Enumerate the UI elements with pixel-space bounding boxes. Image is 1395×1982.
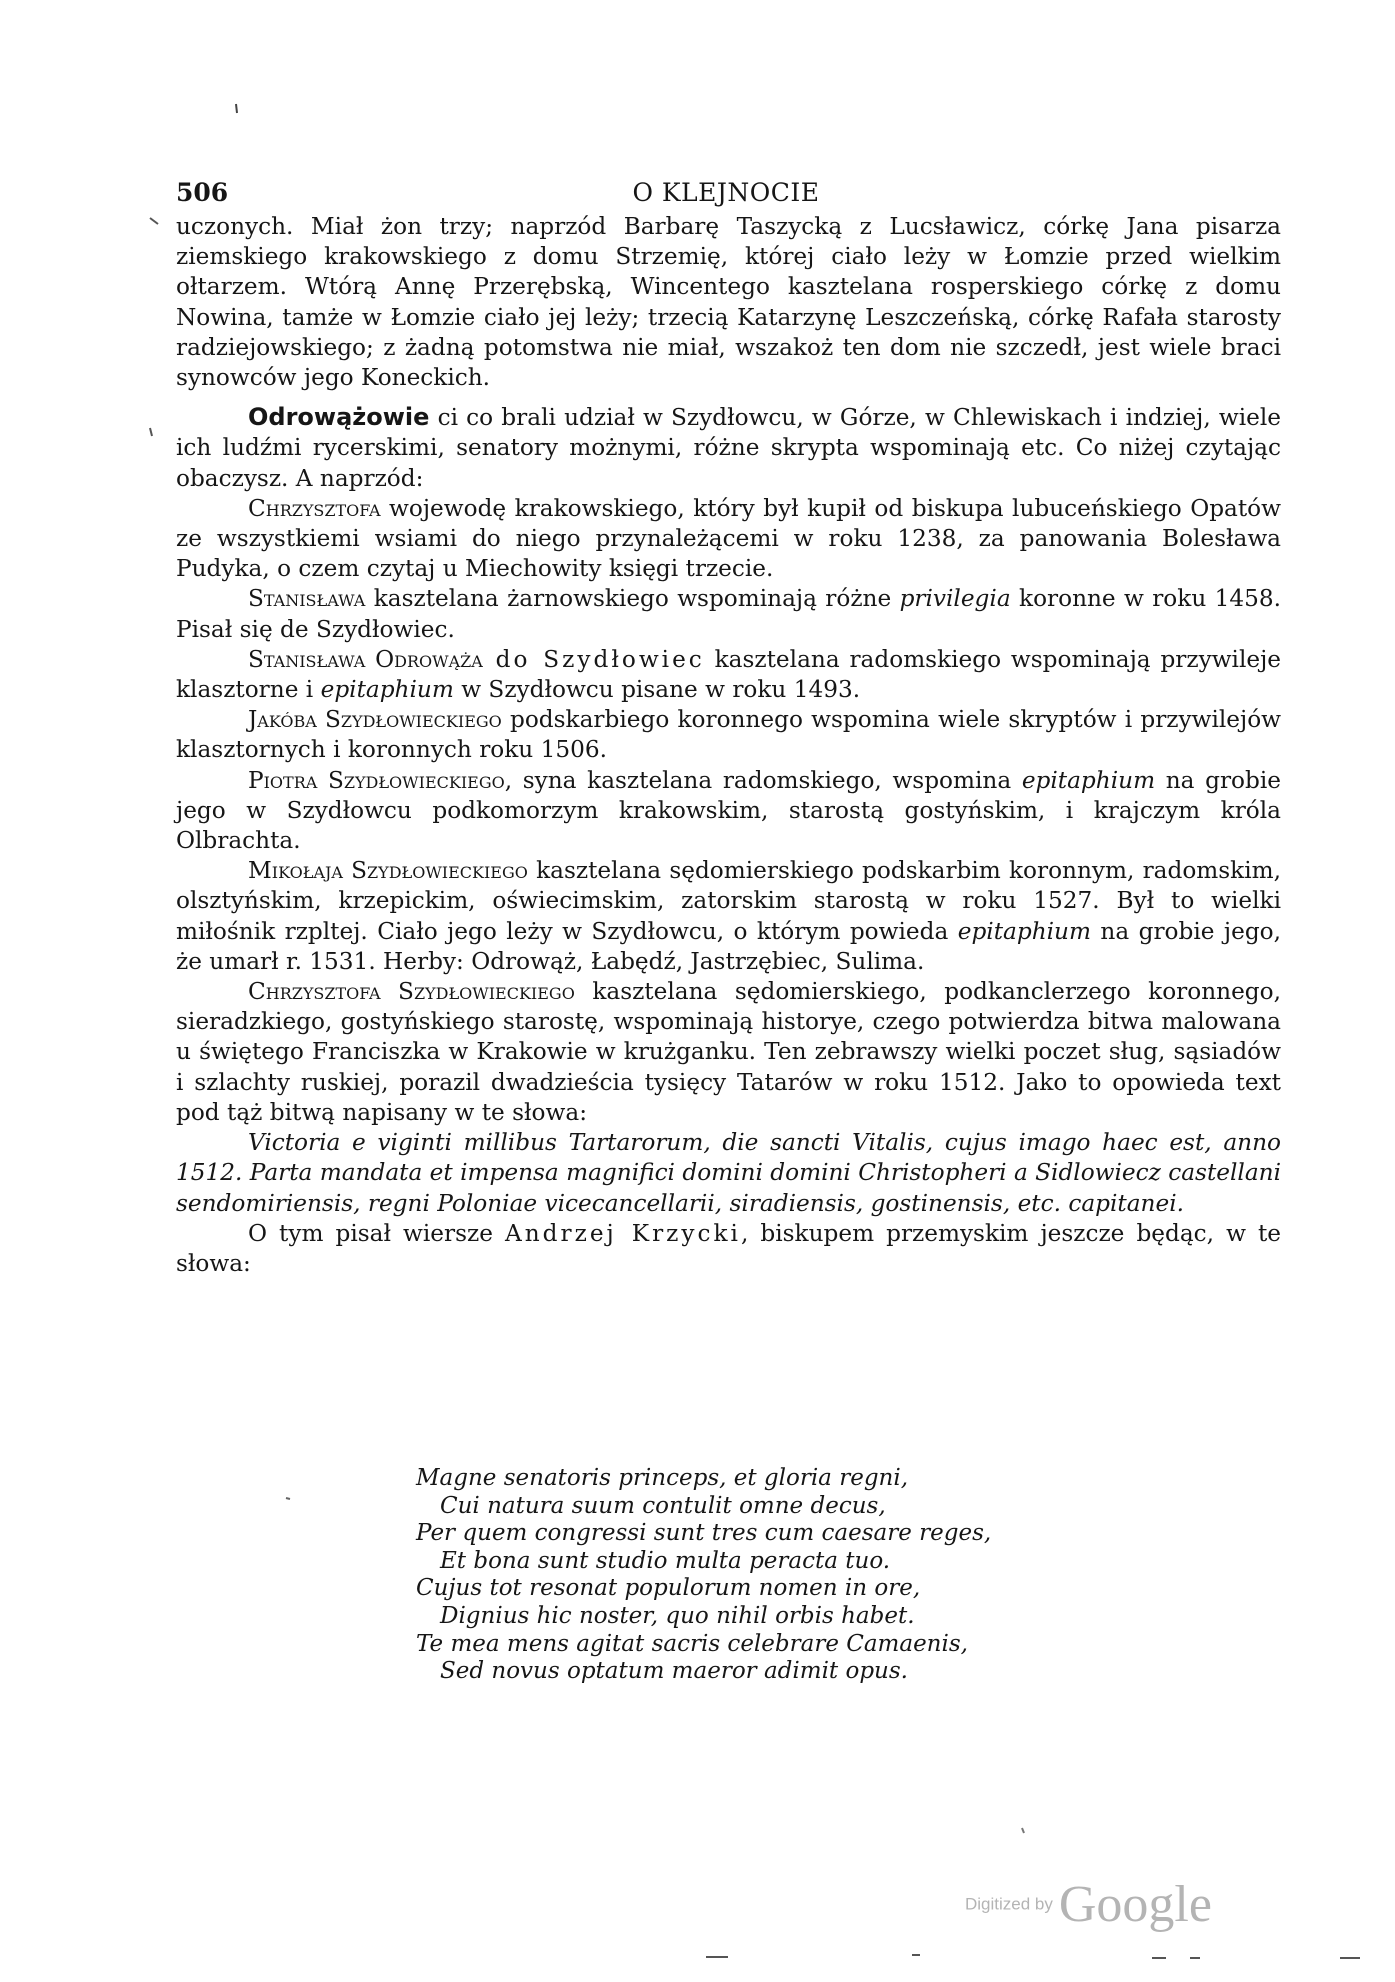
poem-line: Et bona sunt studio multa peracta tuo. [440,1547,891,1574]
google-logo: Google [1058,1876,1212,1933]
paragraph-11-text-end: , biskupem przemyskim jeszcze będąc, w te słowa: [176,1219,1282,1277]
poem-line: Dignius hic noster, quo nihil orbis habet. [440,1602,915,1629]
poem-line: Sed novus optatum maeror adimit opus. [440,1658,908,1685]
speck-mark [286,1498,290,1499]
person-name: Piotra Szydłowieckiego [248,766,505,794]
watermark-caption: Digitized by [965,1894,1053,1914]
author-name: Andrzej Krzycki [505,1219,741,1247]
person-name: Jakóba Szydłowieckiego [248,706,502,734]
paragraph-3-text: wojewodę krakowskiego, który był kupił od biskupa lubuceńskiego Opatów ze wszystkiemi wsiami do niego przynależącemi w roku 1238, za panowania Bolesława Pudyka, o czem czytaj u Miechowity księgi trzecie. [176,494,1281,583]
latin-inscription: Victoria e viginti millibus Tartarorum, die sancti Vitalis, cujus imago haec est, anno 1512. Parta mandata et impensa magnifici domini domini Christopheri a Sidlowiecz castellani sendomiriensis, regni Poloniae vicecancellarii, siradiensis, gostinensis, etc. capitanei. [176,1129,1281,1217]
paragraph-5-text-end: w Szydłowcu pisane w roku 1493. [453,676,861,704]
paragraph-8-text: kasztelana sędomierskiego podskarbim koronnym, radomskim, olsztyńskim, krzepickim, oświecimskim, zatorskim starostą w roku 1527. Był to wielki miłośnik rzpltej. Ciało jego leży w Szydłowcu, o którym powieda [176,857,1281,945]
page-number: 506 [176,178,229,207]
paragraph-4-text: kasztelana żarnowskiego wspominają różne [365,585,900,613]
speck-mark [150,218,158,224]
latin-term: epitaphium [1021,766,1156,794]
running-head: O KLEJNOCIE [632,178,820,207]
person-name: Chrzysztofa [248,494,381,522]
paragraph-2-text: ci co brali udział w Szydłowcu, w Górze, w Chlewiskach i indziej, wiele ich ludźmi rycerskimi, senatory możnymi, różne skrypta wspominają etc. Co niżej czytając obaczysz. A naprzód: [176,404,1281,492]
person-name: Stanisława [248,585,366,613]
paragraph-8-text-end: na grobie jego, że umarł r. 1531. Herby: Odrowąż, Łabędź, Jastrzębiec, Sulima. [176,917,1281,975]
spaced-name: do Szydłowiec [482,645,705,673]
paragraph-7-text-end: na grobie jego w Szydłowcu podkomorzym krakowskim, starostą gostyńskim, i krajczym króla Olbrachta. [176,766,1281,855]
paragraph-11-text: O tym pisał wiersze [248,1219,505,1247]
paragraph-7-text: , syna kasztelana radomskiego, wspomina [504,766,1022,794]
poem-line: Per quem congressi sunt tres cum caesare reges, [416,1520,992,1547]
latin-term: epitaphium [320,676,454,704]
paragraph-9-text: kasztelana sędomierskiego, podkanclerzego koronnego, sieradzkiego, gostyńskiego starostę, wspominają historye, czego potwierdza bitwa malowana u świętego Franciszka w Krakowie w krużganku. Ten zebrawszy wielki poczet sług, sąsiadów i szlachty ruskiej, porazil dwadzieścia tysięcy Tatarów w roku 1512. Jako to opowieda text pod tąż bitwą napisany w te słowa: [176,978,1281,1126]
speck-mark [236,104,237,113]
speck-mark [1022,1828,1024,1833]
poem-line: Cui natura suum contulit omne decus, [440,1492,886,1519]
latin-term: privilegia [899,585,1011,613]
paragraph-4-text-end: koronne w roku 1458. Pisał się de Szydłowiec. [176,585,1281,643]
person-name: Chrzysztofa Szydłowieckiego [248,978,575,1006]
section-lead-word: Odrowążowie [248,403,430,432]
paragraph-5-text: kasztelana radomskiego wspominają przywileje klasztorne i [176,645,1282,704]
poem-line: Cujus tot resonat populorum nomen in ore, [416,1575,921,1602]
person-name: Mikołaja Szydłowieckiego [248,857,528,885]
paragraph-6-text: podskarbiego koronnego wspomina wiele skryptów i przywilejów klasztornych i koronnych roku 1506. [176,706,1282,764]
poem-line: Magne senatoris princeps, et gloria regni, [416,1465,909,1491]
person-name: Stanisława Odrowąża [248,645,483,673]
poem-line: Te mea mens agitat sacris celebrare Camaenis, [416,1630,968,1657]
paragraph-1: uczonych. Miał żon trzy; naprzód Barbarę Taszycką z Lucsławicz, córkę Jana pisarza ziemskiego krakowskiego z domu Strzemię, której ciało leży w Łomzie przed wielkim ołtarzem. Wtórą Annę Przerębską, Wincentego kasztelana rosperskiego córkę z domu Nowina, tamże w Łomzie ciało jej leży; trzecią Katarzynę Leszczeńską, córkę Rafała starosty radziejowskiego; z żadną potomstwa nie miał, wszakoż ten dom nie szczedł, jest wiele braci synowców jego Koneckich. [176,213,1281,392]
latin-term: epitaphium [957,917,1091,945]
speck-mark [150,428,152,436]
